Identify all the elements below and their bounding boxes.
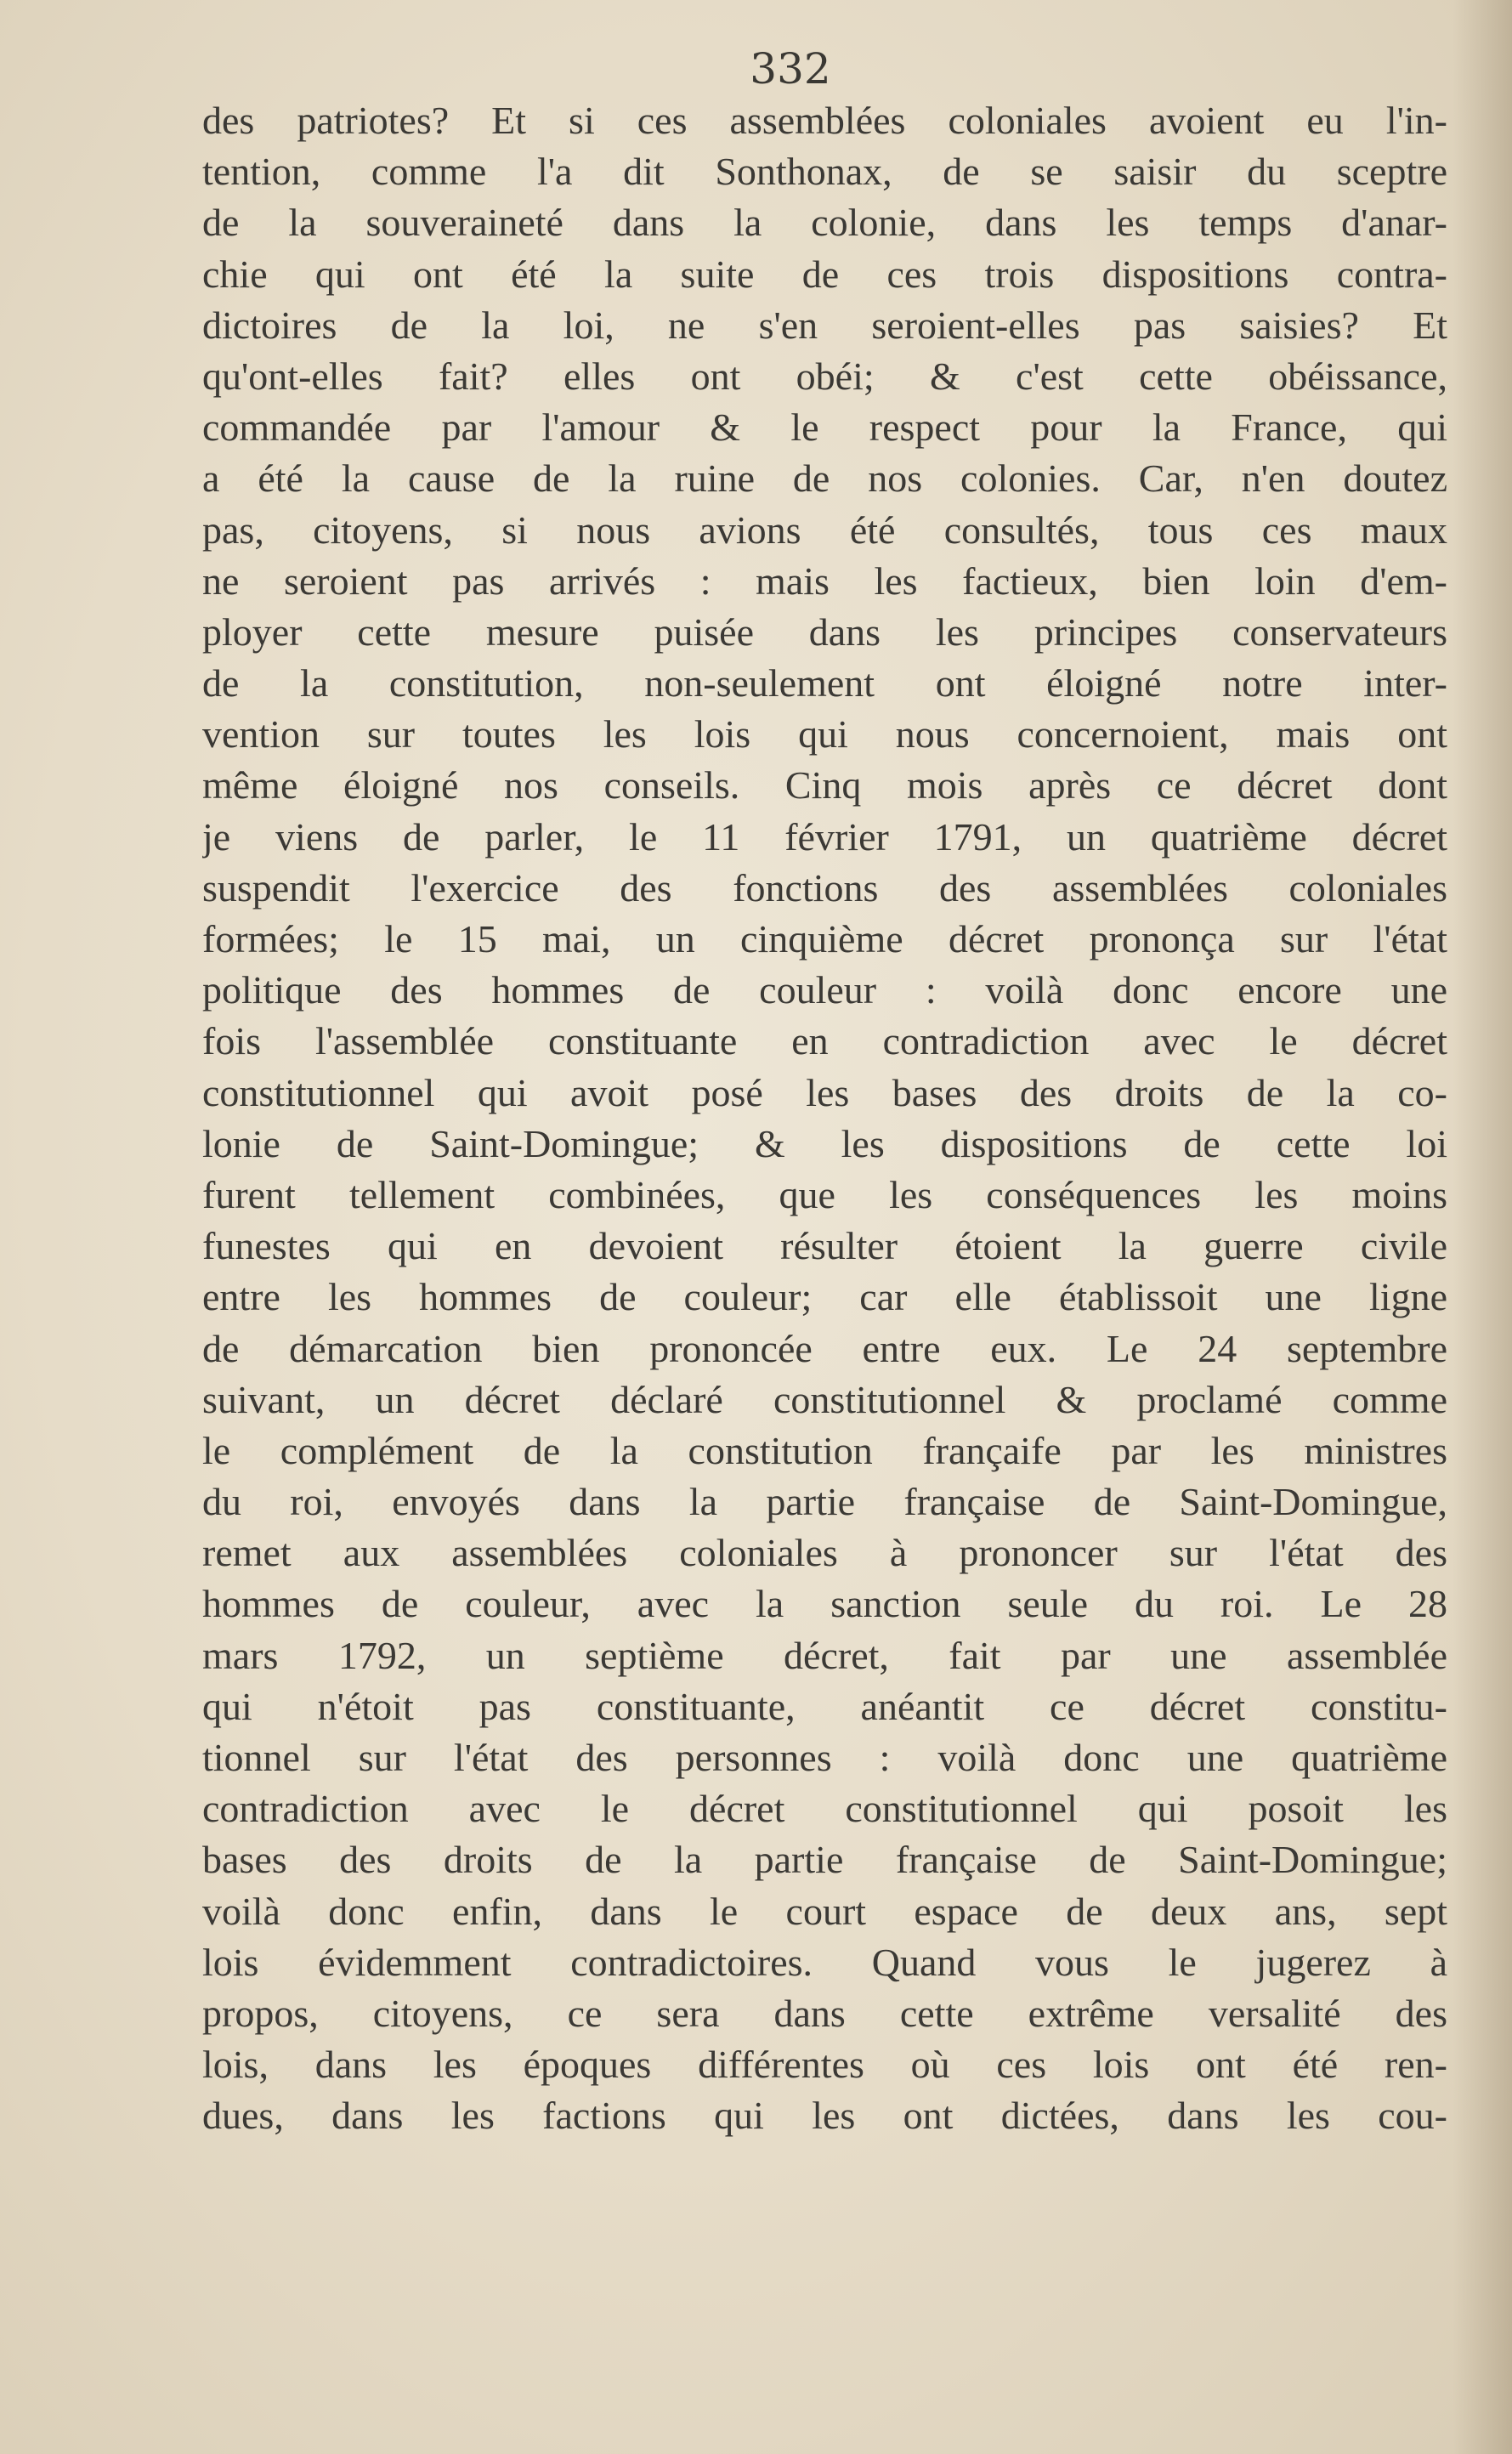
text-line: ne seroient pas arrivés : mais les factieux, bien loin d'em- (202, 558, 1447, 603)
text-line: politique des hommes de couleur : voilà donc encore une (202, 968, 1447, 1012)
text-line: constitutionnel qui avoit posé les bases des droits de la co- (202, 1070, 1447, 1114)
text-line: qui n'étoit pas constituante, anéantit ce décret constitu- (202, 1684, 1447, 1728)
text-line: de démarcation bien prononcée entre eux. Le 24 septembre (202, 1326, 1447, 1370)
text-line: lois, dans les époques différentes où ces lois ont été ren- (202, 2043, 1447, 2087)
text-line: formées; le 15 mai, un cinquième décret prononça sur l'état (202, 917, 1447, 961)
text-line: le complément de la constitution françaife par les ministres (202, 1428, 1447, 1472)
text-line: ployer cette mesure puisée dans les principes conservateurs (202, 609, 1447, 654)
text-line: tionnel sur l'état des personnes : voilà donc une quatrième (202, 1736, 1447, 1779)
text-line: furent tellement combinées, que les conséquences les moins (202, 1172, 1447, 1216)
text-line: vention sur toutes les lois qui nous concernoient, mais ont (202, 712, 1447, 757)
text-line: qu'ont-elles fait? elles ont obéi; & c'est cette obéissance, (202, 354, 1447, 398)
text-line: bases des droits de la partie française de Saint-Domingue; (202, 1838, 1447, 1882)
text-line: fois l'assemblée constituante en contradiction avec le décret (202, 1019, 1447, 1063)
text-line: chie qui ont été la suite de ces trois dispositions contra- (202, 252, 1447, 296)
text-line: du roi, envoyés dans la partie française de Saint-Domingue, (202, 1480, 1447, 1524)
text-line: suivant, un décret déclaré constitutionnel & proclamé comme (202, 1377, 1447, 1421)
text-line: pas, citoyens, si nous avions été consultés, tous ces maux (202, 507, 1447, 552)
text-line: commandée par l'amour & le respect pour la France, qui (202, 405, 1447, 450)
text-line: dictoires de la loi, ne s'en seroient-elles pas saisies? Et (202, 303, 1447, 347)
text-line: de la constitution, non-seulement ont éloigné notre inter- (202, 661, 1447, 706)
text-line: je viens de parler, le 11 février 1791, un quatrième décret (202, 814, 1447, 859)
text-line: remet aux assemblées coloniales à prononcer sur l'état des (202, 1531, 1447, 1575)
text-line: entre les hommes de couleur; car elle établissoit une ligne (202, 1275, 1447, 1319)
text-line: a été la cause de la ruine de nos colonies. Car, n'en doutez (202, 456, 1447, 501)
text-line: lonie de Saint-Domingue; & les dispositions de cette loi (202, 1121, 1447, 1165)
text-line: hommes de couleur, avec la sanction seule du roi. Le 28 (202, 1582, 1447, 1626)
text-line: voilà donc enfin, dans le court espace de deux ans, sept (202, 1889, 1447, 1933)
text-line: funestes qui en devoient résulter étoient la guerre civile (202, 1224, 1447, 1268)
text-line: suspendit l'exercice des fonctions des assemblées coloniales (202, 865, 1447, 910)
text-line: même éloigné nos conseils. Cinq mois après ce décret dont (202, 763, 1447, 808)
text-line: propos, citoyens, ce sera dans cette extrême versalité des (202, 1991, 1447, 2035)
text-line: contradiction avec le décret constitutionnel qui posoit les (202, 1787, 1447, 1831)
text-line: des patriotes? Et si ces assemblées coloniales avoient eu l'in- (202, 99, 1447, 142)
text-line: de la souveraineté dans la colonie, dans les temps d'anar- (202, 201, 1447, 245)
text-line: lois évidemment contradictoires. Quand vous le jugerez à (202, 1940, 1447, 1984)
body-text (202, 95, 1447, 2142)
text-line: dues, dans les factions qui les ont dictées, dans les cou- (202, 2094, 1447, 2138)
text-line: mars 1792, un septième décret, fait par une assemblée (202, 1633, 1447, 1677)
text-line: tention, comme l'a dit Sonthonax, de se saisir du sceptre (202, 150, 1447, 194)
page-number: 332 (750, 44, 831, 94)
page-edge-shadow (1453, 0, 1512, 2454)
